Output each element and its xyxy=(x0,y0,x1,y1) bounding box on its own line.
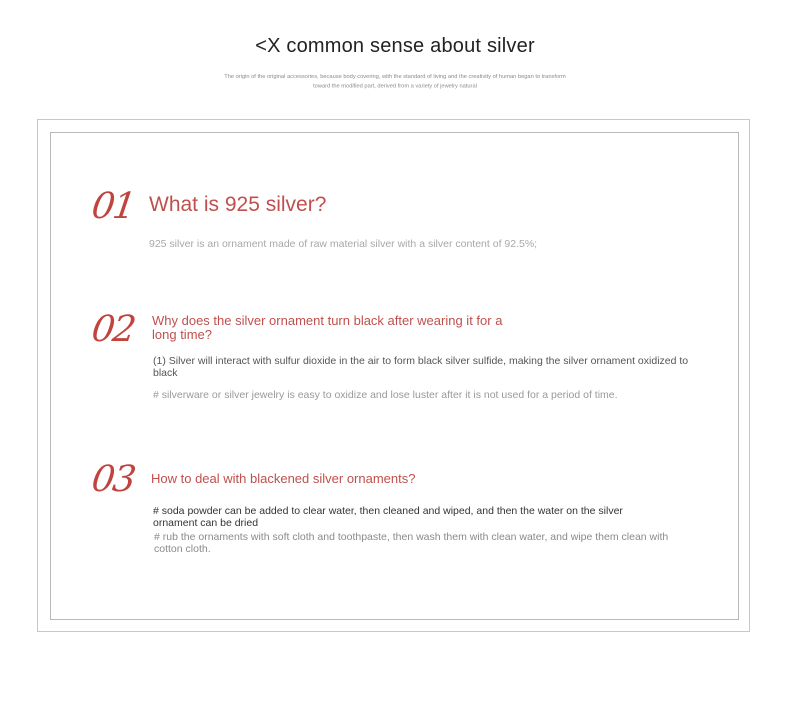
section-number-02: 02 xyxy=(89,309,137,350)
section-02-paragraph-1: (1) Silver will interact with sulfur dioxide in the air to form black silver sulfide, making the silver ornament oxidized to black xyxy=(153,355,689,379)
section-number-01: 01 xyxy=(89,186,137,227)
section-number-03: 03 xyxy=(89,459,137,500)
page-subtitle: The origin of the original accessories, because body covering, with the standard of living and the creativity of human began to transform toward the modified part, derived from a variety of jewelry natural xyxy=(224,74,566,90)
page-title: <X common sense about silver xyxy=(255,35,535,57)
section-title-01: What is 925 silver? xyxy=(149,193,327,216)
section-02-paragraph-2: # silverware or silver jewelry is easy to oxidize and lose luster after it is not used for a period of time. xyxy=(153,389,618,401)
section-01-paragraph-1: 925 silver is an ornament made of raw material silver with a silver content of 92.5%; xyxy=(149,238,538,250)
section-title-02: Why does the silver ornament turn black after wearing it for a long time? xyxy=(152,313,503,342)
section-03-paragraph-2: # rub the ornaments with soft cloth and toothpaste, then wash them with clean water, and wipe them clean with cotton cloth. xyxy=(154,531,669,555)
section-title-03: How to deal with blackened silver ornaments? xyxy=(151,471,416,486)
section-03-paragraph-1: # soda powder can be added to clear water, then cleaned and wiped, and then the water on the silver ornament can be dried xyxy=(153,505,623,529)
